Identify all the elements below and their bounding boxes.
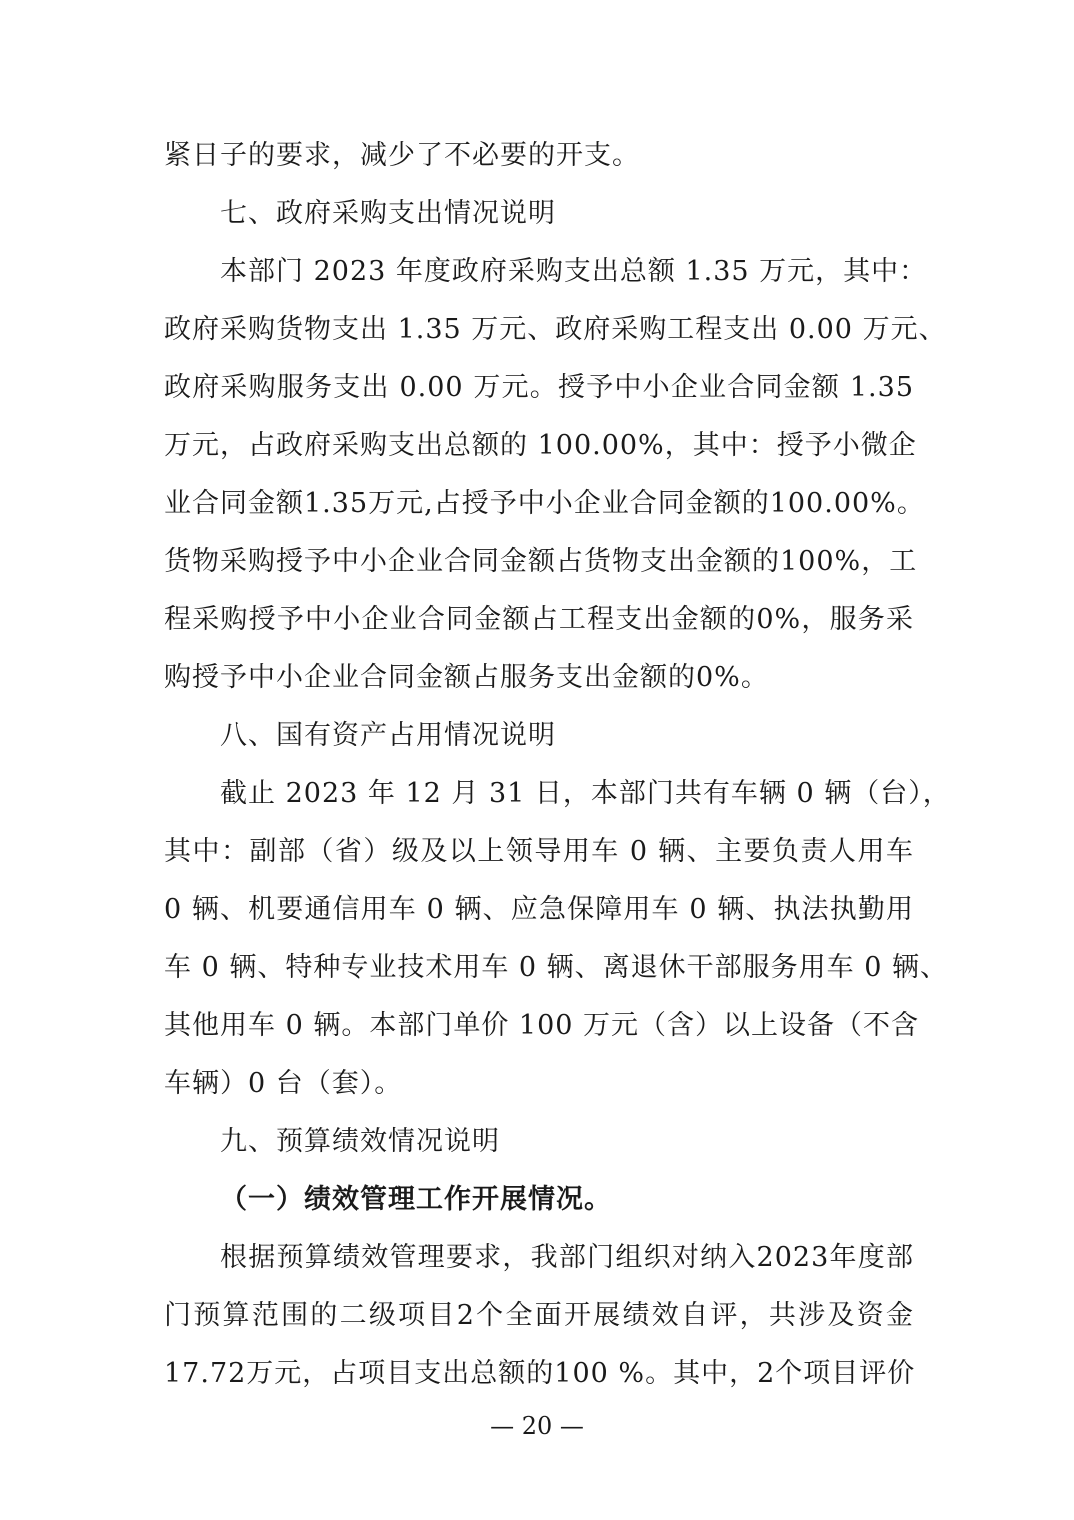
paragraph-line: 其他用车 0 辆。本部门单价 100 万元（含）以上设备（不含	[164, 1010, 920, 1041]
paragraph-line: 车 0 辆、特种专业技术用车 0 辆、离退休干部服务用车 0 辆、	[164, 952, 949, 983]
section-heading-9: 九、预算绩效情况说明	[220, 1126, 500, 1157]
paragraph-line: 其中：副部（省）级及以上领导用车 0 辆、主要负责人用车	[164, 836, 914, 867]
paragraph-line: 车辆）0 台（套）。	[164, 1068, 403, 1099]
section-heading-8: 八、国有资产占用情况说明	[220, 720, 556, 751]
paragraph-line: 17.72万元，占项目支出总额的100 %。其中，2个项目评价	[164, 1358, 916, 1389]
paragraph-line: 根据预算绩效管理要求，我部门组织对纳入2023年度部	[220, 1242, 914, 1273]
paragraph-line: 业合同金额1.35万元,占授予中小企业合同金额的100.00%。	[164, 488, 925, 519]
paragraph-line: 本部门 2023 年度政府采购支出总额 1.35 万元，其中：	[220, 256, 928, 287]
paragraph-line: 截止 2023 年 12 月 31 日，本部门共有车辆 0 辆（台），	[220, 778, 951, 809]
paragraph-line: 程采购授予中小企业合同金额占工程支出金额的0%，服务采	[164, 604, 914, 635]
paragraph-line: 购授予中小企业合同金额占服务支出金额的0%。	[164, 662, 769, 693]
page-number: — 20 —	[490, 1412, 584, 1440]
paragraph-line: 政府采购服务支出 0.00 万元。授予中小企业合同金额 1.35	[164, 372, 914, 403]
paragraph-line: 货物采购授予中小企业合同金额占货物支出金额的100%，工	[164, 546, 918, 577]
paragraph-line: 万元，占政府采购支出总额的 100.00%，其中：授予小微企	[164, 430, 917, 461]
paragraph-line: 0 辆、机要通信用车 0 辆、应急保障用车 0 辆、执法执勤用	[164, 894, 914, 925]
subsection-heading: （一）绩效管理工作开展情况。	[220, 1184, 612, 1215]
paragraph-line: 紧日子的要求，减少了不必要的开支。	[164, 140, 640, 171]
section-heading-7: 七、政府采购支出情况说明	[220, 198, 556, 229]
paragraph-line: 政府采购货物支出 1.35 万元、政府采购工程支出 0.00 万元、	[164, 314, 947, 345]
paragraph-line: 门预算范围的二级项目2个全面开展绩效自评，共涉及资金	[164, 1300, 914, 1331]
